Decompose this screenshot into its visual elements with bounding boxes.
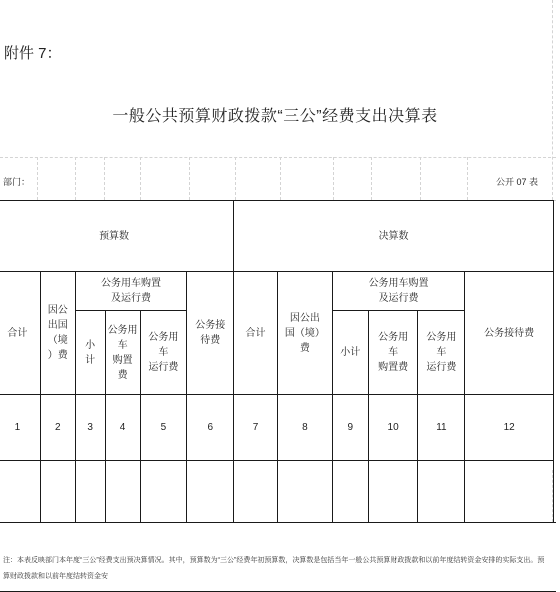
header-vehicle-group-final: 公务用车购置 及运行费 bbox=[332, 272, 464, 311]
data-cell[interactable] bbox=[332, 461, 368, 523]
data-cell[interactable] bbox=[40, 461, 75, 523]
header-row bbox=[0, 272, 554, 311]
department-label: 部门： bbox=[3, 177, 31, 187]
table-title: 一般公共预算财政拨款“三公”经费支出决算表 bbox=[112, 108, 438, 125]
grid-line bbox=[75, 157, 76, 200]
data-cell[interactable] bbox=[234, 461, 278, 523]
column-number: 9 bbox=[332, 395, 368, 461]
form-code: 公开 07 表 bbox=[496, 177, 539, 187]
grid-line bbox=[552, 0, 553, 200]
data-cell[interactable] bbox=[465, 461, 554, 523]
header-purchase: 公务用 车 购置 费 bbox=[105, 311, 140, 395]
header-vehicle-group: 公务用车购置 及运行费 bbox=[75, 272, 187, 311]
data-cell[interactable] bbox=[368, 461, 418, 523]
data-row bbox=[0, 461, 554, 523]
column-number: 6 bbox=[187, 395, 234, 461]
grid-line bbox=[333, 157, 334, 200]
data-cell[interactable] bbox=[187, 461, 234, 523]
header-reception: 公务接 待费 bbox=[187, 272, 234, 395]
data-cell[interactable] bbox=[105, 461, 140, 523]
column-number: 5 bbox=[140, 395, 187, 461]
data-cell[interactable] bbox=[418, 461, 465, 523]
grid-line bbox=[235, 157, 236, 200]
grid-line bbox=[371, 157, 372, 200]
column-number: 1 bbox=[0, 395, 40, 461]
grid-line bbox=[37, 157, 38, 200]
header-total-final: 合计 bbox=[234, 272, 278, 395]
header-operation-final: 公务用 车 运行费 bbox=[418, 311, 465, 395]
header-operation: 公务用 车 运行费 bbox=[140, 311, 187, 395]
column-number: 8 bbox=[277, 395, 332, 461]
header-purchase-final: 公务用 车 购置费 bbox=[368, 311, 418, 395]
data-cell[interactable] bbox=[75, 461, 105, 523]
column-number: 3 bbox=[75, 395, 105, 461]
data-cell[interactable] bbox=[0, 461, 40, 523]
column-number: 7 bbox=[234, 395, 278, 461]
data-cell[interactable] bbox=[277, 461, 332, 523]
grid-line bbox=[0, 157, 556, 158]
grid-line bbox=[280, 157, 281, 200]
grid-line bbox=[420, 157, 421, 200]
header-total: 合计 bbox=[0, 272, 40, 395]
column-number: 10 bbox=[368, 395, 418, 461]
column-number: 12 bbox=[465, 395, 554, 461]
attachment-label: 附件 7： bbox=[4, 45, 62, 62]
column-number: 2 bbox=[40, 395, 75, 461]
header-abroad-final: 因公出 国（境） 费 bbox=[277, 272, 332, 395]
column-number-row bbox=[0, 395, 554, 461]
final-group-header: 决算数 bbox=[234, 201, 554, 272]
note-text: 注：本表反映部门本年度“三公”经费支出预决算情况。其中，预算数为“三公”经费年初预算数，决算数是包括当年一般公共预算财政拨款和以前年度结转资金安排的实际支出。预算财政拨款和以前年度结转资金安 bbox=[3, 557, 545, 580]
group-header-row bbox=[0, 201, 554, 272]
grid-line bbox=[140, 157, 141, 200]
header-subtotal-final: 小计 bbox=[332, 311, 368, 395]
note-box bbox=[0, 522, 556, 592]
expenditure-table bbox=[0, 200, 554, 523]
header-reception-final: 公务接待费 bbox=[465, 272, 554, 395]
budget-group-header: 预算数 bbox=[0, 201, 234, 272]
grid-line bbox=[467, 157, 468, 200]
header-abroad: 因公 出国 （境 ）费 bbox=[40, 272, 75, 395]
grid-line bbox=[104, 157, 105, 200]
column-number: 11 bbox=[418, 395, 465, 461]
data-cell[interactable] bbox=[140, 461, 187, 523]
column-number: 4 bbox=[105, 395, 140, 461]
header-subtotal: 小 计 bbox=[75, 311, 105, 395]
grid-line bbox=[189, 157, 190, 200]
